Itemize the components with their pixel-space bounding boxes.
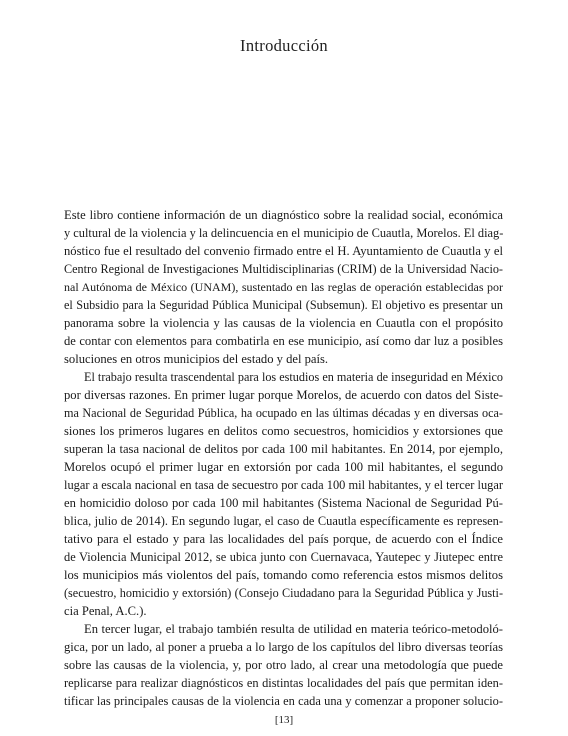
chapter-title: Introducción [240, 36, 328, 55]
text-line: ma Nacional de Seguridad Pública, ha ocupado en las últimas décadas y en diversas oca- [64, 406, 503, 420]
text-line: el Subsidio para la Seguridad Pública Municipal (Subsemun). El objetivo es presentar un [64, 298, 503, 312]
text-line: nóstico fue el resultado del convenio firmado entre el H. Ayuntamiento de Cuautla y el [64, 244, 503, 258]
text-line: panorama sobre la violencia y las causas de la violencia en Cuautla con el propósito [64, 316, 503, 330]
text-line: en homicidio doloso por cada 100 mil habitantes (Sistema Nacional de Seguridad Pú- [64, 496, 503, 510]
text-line: Centro Regional de Investigaciones Multidisciplinarias (CRIM) de la Universidad Nacio- [64, 262, 503, 276]
text-line: tificar las principales causas de la violencia en cada una y comenzar a proponer solucio- [64, 694, 503, 708]
text-line: de contar con elementos para combatirla en ese municipio, así como dar luz a posibles [64, 334, 503, 348]
page-number: [13] [274, 714, 294, 726]
text-line: nal Autónoma de México (UNAM), sustentado en las reglas de operación establecidas por [64, 280, 503, 294]
text-line: de Violencia Municipal 2012, se ubica junto con Cuernavaca, Yautepec y Jiutepec entre [64, 550, 503, 564]
text-line: Morelos ocupó el primer lugar en extorsión por cada 100 mil habitantes, el segundo [64, 460, 503, 474]
text-line: lugar a escala nacional en tasa de secuestro por cada 100 mil habitantes, y el tercer lugar [64, 478, 503, 492]
text-line: gica, por un lado, al poner a prueba a lo largo de los capítulos del libro diversas teorías [64, 640, 503, 654]
text-line: por diversas razones. En primer lugar porque Morelos, de acuerdo con datos del Siste- [64, 388, 503, 402]
text-line: En tercer lugar, el trabajo también resulta de utilidad en materia teórico-metodoló- [84, 622, 503, 636]
text-line: El trabajo resulta trascendental para los estudios en materia de inseguridad en México [84, 370, 503, 384]
text-line: blica, julio de 2014). En segundo lugar, el caso de Cuautla específicamente es represen- [64, 514, 503, 528]
text-line: tativo para el estado y para las localidades del país porque, de acuerdo con el Índice [64, 532, 503, 546]
text-line: cia Penal, A.C.). [64, 604, 147, 618]
text-line: sobre las causas de la violencia, y, por otro lado, al crear una metodología que puede [64, 658, 503, 672]
text-line: replicarse para realizar diagnósticos en distintas localidades del país que permitan iden- [64, 676, 503, 690]
text-line: y cultural de la violencia y la delincuencia en el municipio de Cuautla, Morelos. El diag- [64, 226, 504, 240]
text-line: soluciones en otros municipios del estado y del país. [64, 352, 329, 366]
text-line: (secuestro, homicidio y extorsión) (Consejo Ciudadano para la Seguridad Pública y Justi- [64, 586, 503, 600]
text-line: Este libro contiene información de un diagnóstico sobre la realidad social, económica [64, 208, 503, 222]
text-line: los municipios más violentos del país, tomando como referencia estos mismos delitos [64, 568, 503, 582]
text-line: siones los primeros lugares en delitos como secuestros, homicidios y extorsiones que [64, 424, 503, 438]
text-line: superan la tasa nacional de delitos por cada 100 mil habitantes. En 2014, por ejemplo, [64, 442, 503, 456]
